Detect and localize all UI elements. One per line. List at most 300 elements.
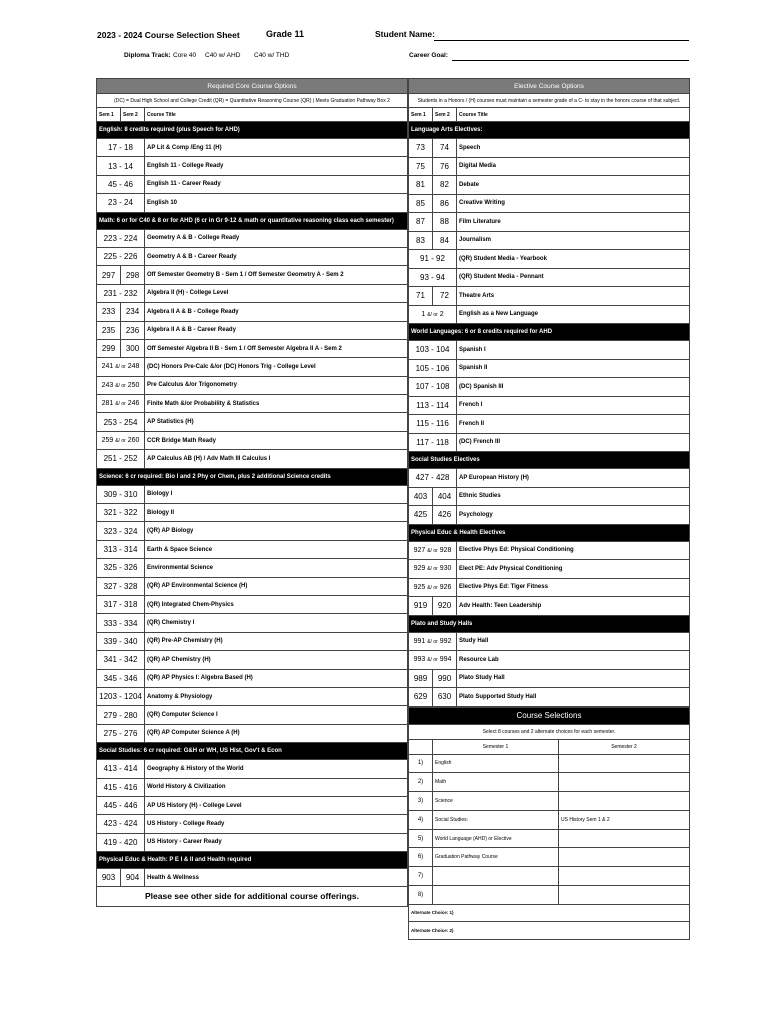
course-row[interactable] bbox=[97, 796, 408, 814]
selection-sem1[interactable] bbox=[433, 829, 559, 848]
course-title-cell bbox=[145, 632, 408, 650]
course-row[interactable] bbox=[97, 651, 408, 669]
course-number: 103 - 104 bbox=[409, 341, 457, 360]
course-number-sem2: 990 bbox=[433, 669, 457, 688]
course-row[interactable] bbox=[97, 724, 408, 742]
course-title: (QR) Computer Science I bbox=[147, 712, 218, 719]
course-row[interactable] bbox=[409, 378, 690, 397]
selection-row[interactable] bbox=[409, 886, 690, 905]
course-number-sem1: 259 bbox=[101, 437, 114, 445]
selection-number: 7) bbox=[409, 867, 433, 886]
course-title: Digital Media bbox=[459, 163, 497, 170]
course-row[interactable] bbox=[97, 559, 408, 577]
course-number: 309 - 310 bbox=[97, 485, 145, 503]
join-text: &/ or bbox=[427, 657, 438, 664]
course-number-sem2: 928 bbox=[439, 546, 452, 554]
course-row[interactable] bbox=[97, 595, 408, 613]
selection-text: English bbox=[435, 760, 452, 767]
course-row[interactable] bbox=[409, 287, 690, 306]
course-title: (DC) Spanish III bbox=[459, 383, 504, 390]
career-goal-line[interactable] bbox=[452, 60, 689, 61]
section-header: Science: 6 cr required: Bio I and 2 Phy or Chem, plus 2 additional Science credits bbox=[97, 468, 408, 485]
course-number-pair bbox=[97, 358, 145, 376]
track-c40-ahd[interactable]: C40 w/ AHD bbox=[205, 52, 241, 59]
course-title: (QR) Student Media - Yearbook bbox=[459, 255, 547, 262]
course-title-cell bbox=[145, 669, 408, 687]
course-title: Biology I bbox=[147, 491, 173, 498]
course-row[interactable] bbox=[97, 139, 408, 157]
course-row[interactable] bbox=[409, 415, 690, 434]
selection-sem2[interactable] bbox=[559, 773, 690, 792]
course-row[interactable] bbox=[97, 395, 408, 413]
course-number: 345 - 346 bbox=[97, 669, 145, 687]
course-number-pair bbox=[409, 578, 457, 597]
selection-sem2[interactable] bbox=[559, 810, 690, 829]
course-title-cell bbox=[457, 487, 690, 506]
course-number-sem2: 86 bbox=[433, 194, 457, 213]
selection-row[interactable] bbox=[409, 867, 690, 886]
course-title-cell bbox=[457, 506, 690, 525]
course-row[interactable] bbox=[97, 669, 408, 687]
course-title-cell bbox=[457, 669, 690, 688]
course-number: 339 - 340 bbox=[97, 632, 145, 650]
course-title: Ethnic Studies bbox=[459, 493, 501, 500]
course-row[interactable] bbox=[97, 504, 408, 522]
course-title-cell bbox=[145, 687, 408, 705]
course-title-cell bbox=[457, 415, 690, 434]
course-title-cell bbox=[145, 376, 408, 394]
selection-row[interactable] bbox=[409, 848, 690, 867]
course-number-sem1: 629 bbox=[409, 688, 433, 707]
course-title-cell bbox=[457, 194, 690, 213]
course-title: Pre Calculus &/or Trigonometry bbox=[147, 382, 238, 389]
join-text: &/ or bbox=[427, 584, 438, 591]
course-row[interactable] bbox=[97, 339, 408, 357]
course-row[interactable] bbox=[409, 341, 690, 360]
selection-blank-cell bbox=[409, 739, 433, 754]
course-title: Geometry A & B - College Ready bbox=[147, 235, 240, 242]
selection-row[interactable] bbox=[409, 792, 690, 811]
course-title: Psychology bbox=[459, 511, 493, 518]
course-title: (QR) AP Chemistry (H) bbox=[147, 656, 211, 663]
course-title-cell bbox=[145, 540, 408, 558]
join-text: &/ or bbox=[427, 311, 438, 318]
course-title-cell bbox=[457, 287, 690, 306]
selection-sem1[interactable] bbox=[433, 886, 559, 905]
section-header-row bbox=[409, 524, 690, 541]
course-number-pair bbox=[409, 632, 457, 651]
course-title: (QR) AP Physics I: Algebra Based (H) bbox=[147, 675, 253, 682]
col-sem1: Sem 1 bbox=[409, 108, 433, 122]
course-title: US History - Career Ready bbox=[147, 839, 222, 846]
course-number-sem1: 989 bbox=[409, 669, 433, 688]
course-row[interactable] bbox=[409, 250, 690, 269]
selection-sem1[interactable] bbox=[433, 754, 559, 773]
elective-panel bbox=[408, 78, 690, 940]
selection-row[interactable] bbox=[409, 754, 690, 773]
course-number: 17 - 18 bbox=[97, 139, 145, 157]
course-title-cell bbox=[457, 433, 690, 452]
course-number-sem1: 297 bbox=[97, 266, 121, 284]
course-number: 115 - 116 bbox=[409, 415, 457, 434]
course-number-sem1: 281 bbox=[101, 400, 114, 408]
course-number-sem1: 903 bbox=[97, 869, 121, 887]
course-number-sem1: 71 bbox=[409, 287, 433, 306]
section-header: Social Studies Electives bbox=[409, 452, 690, 469]
course-number-sem2: 250 bbox=[127, 381, 140, 389]
course-number-pair bbox=[409, 560, 457, 579]
course-number-sem2: 236 bbox=[121, 321, 145, 339]
selection-extra: US History Sem 1 & 2 bbox=[561, 816, 610, 823]
course-number-pair bbox=[409, 541, 457, 560]
course-number-sem2: 994 bbox=[439, 656, 452, 664]
selection-number: 2) bbox=[409, 773, 433, 792]
course-title-cell bbox=[457, 688, 690, 707]
course-number-sem2: 72 bbox=[433, 287, 457, 306]
course-title: English 11 - Career Ready bbox=[147, 181, 221, 188]
course-title: AP Lit & Comp /Eng 11 (H) bbox=[147, 144, 222, 151]
course-title-cell bbox=[145, 815, 408, 833]
course-number: 113 - 114 bbox=[409, 396, 457, 415]
course-row[interactable] bbox=[97, 413, 408, 431]
course-number-sem1: 991 bbox=[413, 637, 426, 645]
elective-table bbox=[408, 78, 690, 707]
course-row[interactable] bbox=[409, 578, 690, 597]
selection-sem2[interactable] bbox=[559, 792, 690, 811]
course-title: CCR Bridge Math Ready bbox=[147, 437, 217, 444]
course-row[interactable] bbox=[409, 176, 690, 195]
course-number-sem1: 1 bbox=[421, 310, 426, 318]
course-title: (QR) AP Environmental Science (H) bbox=[147, 583, 248, 590]
course-row[interactable] bbox=[97, 303, 408, 321]
course-number-sem2: 630 bbox=[433, 688, 457, 707]
course-title: Resource Lab bbox=[459, 656, 499, 663]
course-number-sem1: 75 bbox=[409, 157, 433, 176]
course-number-sem1: 241 bbox=[101, 363, 114, 371]
course-title-cell bbox=[145, 559, 408, 577]
course-row[interactable] bbox=[97, 833, 408, 851]
semester1-heading: Semester 1 bbox=[433, 739, 559, 754]
course-title-cell bbox=[145, 869, 408, 887]
course-title-cell bbox=[145, 595, 408, 613]
course-row[interactable] bbox=[409, 541, 690, 560]
course-row[interactable] bbox=[409, 487, 690, 506]
student-name-label: Student Name: bbox=[375, 29, 435, 39]
course-number-sem1: 925 bbox=[413, 583, 426, 591]
course-title: Environmental Science bbox=[147, 564, 214, 571]
course-row[interactable] bbox=[409, 560, 690, 579]
course-row[interactable] bbox=[409, 469, 690, 488]
course-row[interactable] bbox=[97, 614, 408, 632]
course-title: AP Calculus AB (H) / Adv Math III Calculus I bbox=[147, 455, 271, 462]
course-row[interactable] bbox=[97, 284, 408, 302]
selection-number: 4) bbox=[409, 810, 433, 829]
diploma-track-label: Diploma Track: bbox=[124, 52, 171, 59]
course-number-sem2: 248 bbox=[127, 363, 140, 371]
course-title: Off Semester Geometry B - Sem 1 / Off Semester Geometry A - Sem 2 bbox=[147, 272, 344, 279]
selection-sem2[interactable] bbox=[559, 754, 690, 773]
course-number-sem2: 260 bbox=[127, 437, 140, 445]
course-row[interactable] bbox=[97, 247, 408, 265]
course-title: Anatomy & Physiology bbox=[147, 693, 213, 700]
required-core-table bbox=[96, 78, 408, 887]
course-title: Journalism bbox=[459, 237, 492, 244]
course-number-sem2: 904 bbox=[121, 869, 145, 887]
selection-sem1[interactable] bbox=[433, 867, 559, 886]
selection-sem1[interactable] bbox=[433, 792, 559, 811]
course-row[interactable] bbox=[97, 321, 408, 339]
course-row[interactable] bbox=[97, 540, 408, 558]
course-number-sem2: 234 bbox=[121, 303, 145, 321]
course-title-cell bbox=[145, 413, 408, 431]
course-row[interactable] bbox=[97, 869, 408, 887]
course-title-cell bbox=[145, 431, 408, 449]
course-title: French II bbox=[459, 420, 485, 427]
col-sem1: Sem 1 bbox=[97, 108, 121, 122]
section-header: Language Arts Electives: bbox=[409, 122, 690, 139]
course-title: Biology II bbox=[147, 509, 174, 516]
course-row[interactable] bbox=[97, 485, 408, 503]
course-number: 223 - 224 bbox=[97, 229, 145, 247]
selection-sem2[interactable] bbox=[559, 886, 690, 905]
course-number-sem2: 2 bbox=[439, 310, 444, 318]
course-row[interactable] bbox=[97, 376, 408, 394]
course-row[interactable] bbox=[409, 688, 690, 707]
course-title: World History & Civilization bbox=[147, 784, 226, 791]
course-row[interactable] bbox=[409, 433, 690, 452]
course-title-cell bbox=[457, 231, 690, 250]
grade-label: Grade 11 bbox=[266, 29, 305, 39]
course-title-cell bbox=[457, 597, 690, 616]
course-row[interactable] bbox=[97, 194, 408, 212]
course-title-cell bbox=[145, 485, 408, 503]
course-number-sem2: 426 bbox=[433, 506, 457, 525]
course-number-sem1: 929 bbox=[413, 565, 426, 573]
course-number: 413 - 414 bbox=[97, 760, 145, 778]
course-number-sem1: 927 bbox=[413, 546, 426, 554]
course-row[interactable] bbox=[409, 669, 690, 688]
course-title-cell bbox=[145, 504, 408, 522]
course-title-cell bbox=[145, 175, 408, 193]
course-title: Plato Study Hall bbox=[459, 675, 505, 682]
course-row[interactable] bbox=[409, 194, 690, 213]
course-title-cell bbox=[457, 359, 690, 378]
selection-number: 1) bbox=[409, 754, 433, 773]
course-number-sem1: 233 bbox=[97, 303, 121, 321]
course-number-sem2: 920 bbox=[433, 597, 457, 616]
course-selections-note: Select 8 courses and 2 alternate choices for each semester. bbox=[409, 724, 690, 739]
course-title-cell bbox=[145, 229, 408, 247]
alternate-choice-2[interactable]: Alternate Choice: 2) bbox=[409, 921, 690, 939]
course-row[interactable] bbox=[409, 305, 690, 324]
course-title-cell bbox=[457, 632, 690, 651]
course-title: English as a New Language bbox=[459, 311, 539, 318]
required-core-note: (DC) = Dual High School and College Credit (QR) = Quantitative Reasoning Course (QR) | Meets Graduation Pathway Box 2 bbox=[97, 94, 408, 108]
course-row[interactable] bbox=[409, 597, 690, 616]
course-title-cell bbox=[145, 321, 408, 339]
course-title-cell bbox=[457, 541, 690, 560]
course-row[interactable] bbox=[97, 687, 408, 705]
student-name-line[interactable] bbox=[434, 40, 689, 41]
selection-number: 6) bbox=[409, 848, 433, 867]
course-number: 1203 - 1204 bbox=[97, 687, 145, 705]
course-number-sem2: 404 bbox=[433, 487, 457, 506]
course-row[interactable] bbox=[97, 266, 408, 284]
course-number: 253 - 254 bbox=[97, 413, 145, 431]
course-row[interactable] bbox=[409, 632, 690, 651]
elective-heading: Elective Course Options bbox=[409, 79, 690, 94]
course-title-cell bbox=[145, 284, 408, 302]
course-title: Debate bbox=[459, 181, 480, 188]
course-number-sem2: 930 bbox=[439, 565, 452, 573]
selection-sem1[interactable] bbox=[433, 848, 559, 867]
selection-sem2[interactable] bbox=[559, 848, 690, 867]
course-title: Theatre Arts bbox=[459, 292, 495, 299]
selection-row[interactable] bbox=[409, 773, 690, 792]
course-row[interactable] bbox=[409, 651, 690, 670]
course-title-cell bbox=[457, 651, 690, 670]
course-row[interactable] bbox=[409, 213, 690, 232]
course-row[interactable] bbox=[97, 157, 408, 175]
section-header-row bbox=[97, 468, 408, 485]
course-title: Spanish I bbox=[459, 346, 486, 353]
course-row[interactable] bbox=[97, 522, 408, 540]
course-title-cell bbox=[145, 706, 408, 724]
course-title-cell bbox=[145, 760, 408, 778]
course-number-sem2: 300 bbox=[121, 339, 145, 357]
course-title-cell bbox=[457, 578, 690, 597]
course-title-cell bbox=[145, 266, 408, 284]
col-sem2: Sem 2 bbox=[121, 108, 145, 122]
selection-row[interactable] bbox=[409, 829, 690, 848]
course-row[interactable] bbox=[409, 396, 690, 415]
section-header-row bbox=[97, 212, 408, 229]
course-number: 341 - 342 bbox=[97, 651, 145, 669]
course-row[interactable] bbox=[97, 778, 408, 796]
selection-number: 8) bbox=[409, 886, 433, 905]
alternate-choice-1[interactable]: Alternate Choice: 1) bbox=[409, 904, 690, 921]
section-header-row bbox=[409, 452, 690, 469]
course-title-cell bbox=[145, 303, 408, 321]
join-text: &/ or bbox=[115, 401, 126, 408]
course-title-cell bbox=[145, 577, 408, 595]
course-number: 313 - 314 bbox=[97, 540, 145, 558]
course-title: English 11 - College Ready bbox=[147, 163, 224, 170]
course-title: (QR) Pre-AP Chemistry (H) bbox=[147, 638, 223, 645]
course-number: 45 - 46 bbox=[97, 175, 145, 193]
course-number-sem1: 81 bbox=[409, 176, 433, 195]
course-number: 321 - 322 bbox=[97, 504, 145, 522]
selection-text: Science bbox=[435, 797, 453, 804]
course-number-pair bbox=[97, 431, 145, 449]
course-title: Algebra II (H) - College Level bbox=[147, 290, 229, 297]
course-title: (QR) AP Biology bbox=[147, 528, 194, 535]
course-number: 275 - 276 bbox=[97, 724, 145, 742]
course-row[interactable] bbox=[409, 506, 690, 525]
selection-row[interactable] bbox=[409, 810, 690, 829]
course-row[interactable] bbox=[409, 268, 690, 287]
course-number: 317 - 318 bbox=[97, 595, 145, 613]
course-title: US History - College Ready bbox=[147, 820, 225, 827]
course-number: 427 - 428 bbox=[409, 469, 457, 488]
course-row[interactable] bbox=[97, 175, 408, 193]
course-title-cell bbox=[145, 139, 408, 157]
section-header: Plato and Study Halls bbox=[409, 615, 690, 632]
course-title-cell bbox=[145, 395, 408, 413]
selection-text: Graduation Pathway Course bbox=[435, 854, 498, 861]
selection-sem1[interactable] bbox=[433, 810, 559, 829]
course-number-pair bbox=[409, 305, 457, 324]
selection-number: 3) bbox=[409, 792, 433, 811]
course-row[interactable] bbox=[409, 139, 690, 158]
course-row[interactable] bbox=[97, 760, 408, 778]
required-core-heading: Required Core Course Options bbox=[97, 79, 408, 94]
selection-sem2[interactable] bbox=[559, 867, 690, 886]
course-number-sem2: 74 bbox=[433, 139, 457, 158]
course-number-sem2: 82 bbox=[433, 176, 457, 195]
selection-sem1[interactable] bbox=[433, 773, 559, 792]
track-c40-thd[interactable]: C40 w/ THD bbox=[254, 52, 290, 59]
course-title: (DC) Honors Pre-Calc &/or (DC) Honors Trig - College Level bbox=[147, 363, 316, 370]
course-title-cell bbox=[457, 250, 690, 269]
selection-sem2[interactable] bbox=[559, 829, 690, 848]
course-row[interactable] bbox=[409, 231, 690, 250]
course-title-cell bbox=[457, 469, 690, 488]
course-number: 445 - 446 bbox=[97, 796, 145, 814]
course-title: Elective Phys Ed: Tiger Fitness bbox=[459, 584, 548, 591]
course-number-sem1: 299 bbox=[97, 339, 121, 357]
section-header-row bbox=[97, 852, 408, 869]
course-row[interactable] bbox=[97, 450, 408, 468]
course-number-sem1: 243 bbox=[101, 381, 114, 389]
col-course-title: Course Title bbox=[145, 108, 408, 122]
course-title-cell bbox=[145, 247, 408, 265]
course-number-pair bbox=[97, 395, 145, 413]
course-row[interactable] bbox=[97, 431, 408, 449]
course-title-cell bbox=[145, 724, 408, 742]
course-title: Finite Math &/or Probability & Statistics bbox=[147, 400, 260, 407]
track-core40[interactable]: Core 40 bbox=[173, 52, 197, 59]
course-number: 107 - 108 bbox=[409, 378, 457, 397]
course-title: English 10 bbox=[147, 199, 178, 206]
course-number-sem1: 919 bbox=[409, 597, 433, 616]
section-header: Social Studies: 6 cr required: G&H or WH, US Hist, Gov't & Econ bbox=[97, 743, 408, 760]
course-row[interactable] bbox=[97, 815, 408, 833]
course-title: Health & Wellness bbox=[147, 874, 199, 881]
course-row[interactable] bbox=[409, 157, 690, 176]
semester2-heading: Semester 2 bbox=[559, 739, 690, 754]
course-title-cell bbox=[457, 396, 690, 415]
course-number: 323 - 324 bbox=[97, 522, 145, 540]
course-number-sem2: 298 bbox=[121, 266, 145, 284]
course-title-cell bbox=[457, 560, 690, 579]
course-number: 91 - 92 bbox=[409, 250, 457, 269]
course-title-cell bbox=[457, 378, 690, 397]
section-header-row bbox=[409, 324, 690, 341]
course-title: Speech bbox=[459, 144, 481, 151]
selection-text: World Language (AHD) or Elective bbox=[435, 835, 512, 842]
course-row[interactable] bbox=[97, 358, 408, 376]
course-row[interactable] bbox=[97, 632, 408, 650]
course-title: Geometry A & B - Career Ready bbox=[147, 253, 237, 260]
required-core-panel bbox=[96, 78, 408, 907]
course-number: 93 - 94 bbox=[409, 268, 457, 287]
course-row[interactable] bbox=[97, 706, 408, 724]
course-title: (DC) French III bbox=[459, 439, 501, 446]
course-row[interactable] bbox=[409, 359, 690, 378]
course-row[interactable] bbox=[97, 577, 408, 595]
course-row[interactable] bbox=[97, 229, 408, 247]
